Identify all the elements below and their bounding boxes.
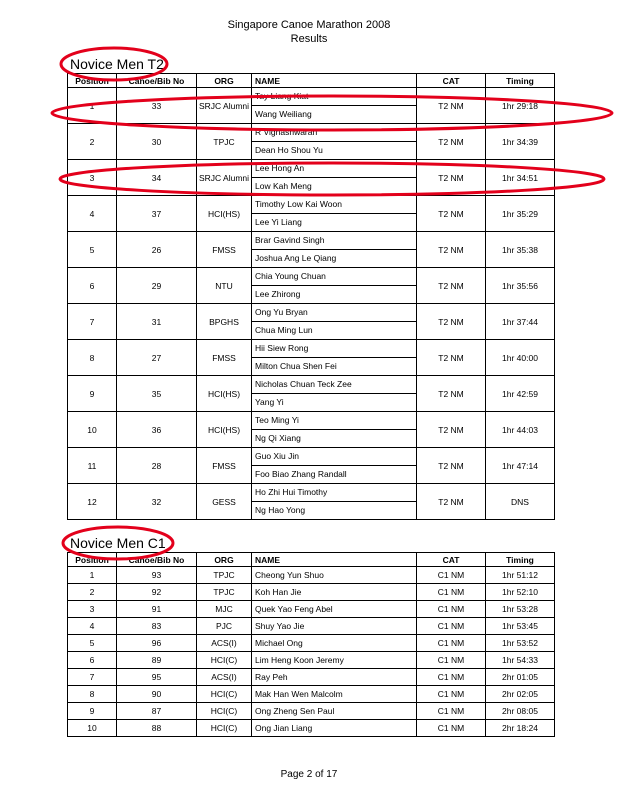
position-cell: 2 xyxy=(68,124,117,160)
org-cell: ACS(I) xyxy=(197,669,252,686)
table-header-row xyxy=(68,553,555,567)
timing-cell: 1hr 47:14 xyxy=(486,448,555,484)
name-cell xyxy=(252,376,417,412)
name-cell: Ong Zheng Sen Paul xyxy=(252,703,417,720)
name-cell xyxy=(252,304,417,340)
bib-cell: 87 xyxy=(117,703,197,720)
table-header-row xyxy=(68,74,555,88)
cat-cell: T2 NM xyxy=(417,340,486,376)
bib-cell: 95 xyxy=(117,669,197,686)
timing-cell: 2hr 18:24 xyxy=(486,720,555,737)
cat-cell: C1 NM xyxy=(417,635,486,652)
name-cell xyxy=(252,448,417,484)
bib-cell: 37 xyxy=(117,196,197,232)
paddler-name: Tay Liang Kiat xyxy=(255,91,309,101)
table-row xyxy=(68,304,555,340)
paddler-name: R Vighashwaran xyxy=(255,127,318,137)
timing-cell: 1hr 35:38 xyxy=(486,232,555,268)
bib-cell: 27 xyxy=(117,340,197,376)
timing-cell: 1hr 34:39 xyxy=(486,124,555,160)
table-row xyxy=(68,376,555,412)
cat-cell: T2 NM xyxy=(417,88,486,124)
timing-cell: DNS xyxy=(486,484,555,520)
bib-cell: 28 xyxy=(117,448,197,484)
bib-cell: 83 xyxy=(117,618,197,635)
table-row xyxy=(68,160,555,196)
bib-cell: 32 xyxy=(117,484,197,520)
name-cell: Mak Han Wen Malcolm xyxy=(252,686,417,703)
bib-cell: 93 xyxy=(117,567,197,584)
table-row xyxy=(68,268,555,304)
paddler-name: Timothy Low Kai Woon xyxy=(255,199,342,209)
column-header-cat: CAT xyxy=(417,74,486,88)
timing-cell: 1hr 53:45 xyxy=(486,618,555,635)
cat-cell: C1 NM xyxy=(417,686,486,703)
name-cell xyxy=(252,196,417,232)
name-cell: Ray Peh xyxy=(252,669,417,686)
table-row xyxy=(68,703,555,720)
bib-cell: 31 xyxy=(117,304,197,340)
timing-cell: 1hr 40:00 xyxy=(486,340,555,376)
bib-cell: 33 xyxy=(117,88,197,124)
name-cell xyxy=(252,340,417,376)
column-header-name: NAME xyxy=(252,553,417,567)
bib-cell: 35 xyxy=(117,376,197,412)
position-cell: 7 xyxy=(68,304,117,340)
timing-cell: 1hr 34:51 xyxy=(486,160,555,196)
org-cell: FMSS xyxy=(197,232,252,268)
org-cell: HCI(C) xyxy=(197,703,252,720)
bib-cell: 36 xyxy=(117,412,197,448)
bib-cell: 92 xyxy=(117,584,197,601)
name-cell xyxy=(252,88,417,124)
name-cell: Shuy Yao Jie xyxy=(252,618,417,635)
position-cell: 5 xyxy=(68,635,117,652)
paddler-name: Foo Biao Zhang Randall xyxy=(252,465,416,483)
timing-cell: 1hr 35:56 xyxy=(486,268,555,304)
bib-cell: 88 xyxy=(117,720,197,737)
org-cell: MJC xyxy=(197,601,252,618)
column-header-name: NAME xyxy=(252,74,417,88)
paddler-name: Ho Zhi Hui Timothy xyxy=(255,487,328,497)
org-cell: HCI(C) xyxy=(197,686,252,703)
cat-cell: T2 NM xyxy=(417,124,486,160)
position-cell: 5 xyxy=(68,232,117,268)
cat-cell: T2 NM xyxy=(417,376,486,412)
paddler-name: Wang Weiliang xyxy=(252,105,416,123)
paddler-name: Teo Ming Yi xyxy=(255,415,299,425)
column-header-org: ORG xyxy=(197,74,252,88)
position-cell: 9 xyxy=(68,376,117,412)
document-subtitle: Results xyxy=(290,33,328,45)
org-cell: TPJC xyxy=(197,584,252,601)
bib-cell: 89 xyxy=(117,652,197,669)
paddler-name: Lee Yi Liang xyxy=(252,213,416,231)
org-cell: HCI(HS) xyxy=(197,196,252,232)
cat-cell: C1 NM xyxy=(417,618,486,635)
cat-cell: T2 NM xyxy=(417,412,486,448)
org-cell: HCI(C) xyxy=(197,652,252,669)
table-row xyxy=(68,412,555,448)
paddler-name: Chua Ming Lun xyxy=(252,321,416,339)
table-row xyxy=(68,720,555,737)
column-header-position: Position xyxy=(68,74,117,88)
cat-cell: C1 NM xyxy=(417,601,486,618)
position-cell: 10 xyxy=(68,720,117,737)
position-cell: 2 xyxy=(68,584,117,601)
org-cell: FMSS xyxy=(197,448,252,484)
position-cell: 4 xyxy=(68,196,117,232)
paddler-name: Joshua Ang Le Qiang xyxy=(252,249,416,267)
position-cell: 8 xyxy=(68,340,117,376)
table-row xyxy=(68,232,555,268)
timing-cell: 2hr 08:05 xyxy=(486,703,555,720)
bib-cell: 96 xyxy=(117,635,197,652)
name-cell: Ong Jian Liang xyxy=(252,720,417,737)
name-cell: Cheong Yun Shuo xyxy=(252,567,417,584)
column-header-timing: Timing xyxy=(486,74,555,88)
column-header-bib: Canoe/Bib No xyxy=(117,74,197,88)
timing-cell: 1hr 37:44 xyxy=(486,304,555,340)
bib-cell: 90 xyxy=(117,686,197,703)
org-cell: SRJC Alumni xyxy=(197,160,252,196)
timing-cell: 1hr 54:33 xyxy=(486,652,555,669)
paddler-name: Ng Hao Yong xyxy=(252,501,416,519)
timing-cell: 2hr 01:05 xyxy=(486,669,555,686)
table-row xyxy=(68,669,555,686)
page-number: Page 2 of 17 xyxy=(280,769,338,780)
section-title-t2: Novice Men T2 xyxy=(70,56,164,72)
org-cell: BPGHS xyxy=(197,304,252,340)
position-cell: 6 xyxy=(68,268,117,304)
table-row xyxy=(68,567,555,584)
paddler-name: Nicholas Chuan Teck Zee xyxy=(255,379,352,389)
paddler-name: Lee Hong An xyxy=(255,163,305,173)
cat-cell: C1 NM xyxy=(417,567,486,584)
table-row xyxy=(68,635,555,652)
cat-cell: C1 NM xyxy=(417,584,486,601)
table-row xyxy=(68,340,555,376)
timing-cell: 1hr 53:28 xyxy=(486,601,555,618)
paddler-name: Dean Ho Shou Yu xyxy=(252,141,416,159)
table-row xyxy=(68,618,555,635)
org-cell: TPJC xyxy=(197,124,252,160)
name-cell xyxy=(252,124,417,160)
paddler-name: Chia Young Chuan xyxy=(255,271,326,281)
cat-cell: T2 NM xyxy=(417,196,486,232)
name-cell xyxy=(252,232,417,268)
paddler-name: Yang Yi xyxy=(252,393,416,411)
position-cell: 6 xyxy=(68,652,117,669)
bib-cell: 26 xyxy=(117,232,197,268)
timing-cell: 1hr 35:29 xyxy=(486,196,555,232)
name-cell: Koh Han Jie xyxy=(252,584,417,601)
timing-cell: 1hr 29:18 xyxy=(486,88,555,124)
cat-cell: C1 NM xyxy=(417,652,486,669)
timing-cell: 1hr 52:10 xyxy=(486,584,555,601)
cat-cell: T2 NM xyxy=(417,448,486,484)
org-cell: ACS(I) xyxy=(197,635,252,652)
position-cell: 1 xyxy=(68,567,117,584)
paddler-name: Ong Yu Bryan xyxy=(255,307,308,317)
name-cell xyxy=(252,160,417,196)
name-cell: Lim Heng Koon Jeremy xyxy=(252,652,417,669)
paddler-name: Ng Qi Xiang xyxy=(252,429,416,447)
org-cell: HCI(C) xyxy=(197,720,252,737)
table-row xyxy=(68,686,555,703)
results-table-c1 xyxy=(67,552,555,737)
org-cell: FMSS xyxy=(197,340,252,376)
cat-cell: T2 NM xyxy=(417,160,486,196)
document-title: Singapore Canoe Marathon 2008 xyxy=(227,19,391,31)
timing-cell: 2hr 02:05 xyxy=(486,686,555,703)
table-row xyxy=(68,88,555,124)
document-header xyxy=(0,18,618,46)
column-header-cat: CAT xyxy=(417,553,486,567)
timing-cell: 1hr 42:59 xyxy=(486,376,555,412)
org-cell: NTU xyxy=(197,268,252,304)
table-row xyxy=(68,601,555,618)
position-cell: 4 xyxy=(68,618,117,635)
position-cell: 3 xyxy=(68,601,117,618)
bib-cell: 30 xyxy=(117,124,197,160)
column-header-timing: Timing xyxy=(486,553,555,567)
timing-cell: 1hr 51:12 xyxy=(486,567,555,584)
bib-cell: 91 xyxy=(117,601,197,618)
position-cell: 12 xyxy=(68,484,117,520)
table-row xyxy=(68,652,555,669)
cat-cell: T2 NM xyxy=(417,232,486,268)
column-header-org: ORG xyxy=(197,553,252,567)
name-cell xyxy=(252,484,417,520)
cat-cell: T2 NM xyxy=(417,304,486,340)
table-row xyxy=(68,584,555,601)
cat-cell: T2 NM xyxy=(417,484,486,520)
position-cell: 11 xyxy=(68,448,117,484)
org-cell: HCI(HS) xyxy=(197,376,252,412)
position-cell: 10 xyxy=(68,412,117,448)
name-cell xyxy=(252,268,417,304)
table-row xyxy=(68,484,555,520)
results-table-t2 xyxy=(67,73,555,520)
table-row xyxy=(68,124,555,160)
position-cell: 9 xyxy=(68,703,117,720)
timing-cell: 1hr 53:52 xyxy=(486,635,555,652)
paddler-name: Milton Chua Shen Fei xyxy=(252,357,416,375)
name-cell xyxy=(252,412,417,448)
timing-cell: 1hr 44:03 xyxy=(486,412,555,448)
cat-cell: C1 NM xyxy=(417,669,486,686)
paddler-name: Hii Siew Rong xyxy=(255,343,309,353)
cat-cell: C1 NM xyxy=(417,703,486,720)
paddler-name: Guo Xiu Jin xyxy=(255,451,299,461)
table-row xyxy=(68,196,555,232)
name-cell: Michael Ong xyxy=(252,635,417,652)
bib-cell: 29 xyxy=(117,268,197,304)
cat-cell: T2 NM xyxy=(417,268,486,304)
org-cell: PJC xyxy=(197,618,252,635)
paddler-name: Brar Gavind Singh xyxy=(255,235,325,245)
position-cell: 7 xyxy=(68,669,117,686)
column-header-bib: Canoe/Bib No xyxy=(117,553,197,567)
paddler-name: Low Kah Meng xyxy=(252,177,416,195)
table-row xyxy=(68,448,555,484)
org-cell: SRJC Alumni xyxy=(197,88,252,124)
position-cell: 1 xyxy=(68,88,117,124)
position-cell: 3 xyxy=(68,160,117,196)
name-cell: Quek Yao Feng Abel xyxy=(252,601,417,618)
position-cell: 8 xyxy=(68,686,117,703)
org-cell: GESS xyxy=(197,484,252,520)
org-cell: TPJC xyxy=(197,567,252,584)
paddler-name: Lee Zhirong xyxy=(252,285,416,303)
section-title-c1: Novice Men C1 xyxy=(70,535,166,551)
column-header-position: Position xyxy=(68,553,117,567)
org-cell: HCI(HS) xyxy=(197,412,252,448)
bib-cell: 34 xyxy=(117,160,197,196)
cat-cell: C1 NM xyxy=(417,720,486,737)
